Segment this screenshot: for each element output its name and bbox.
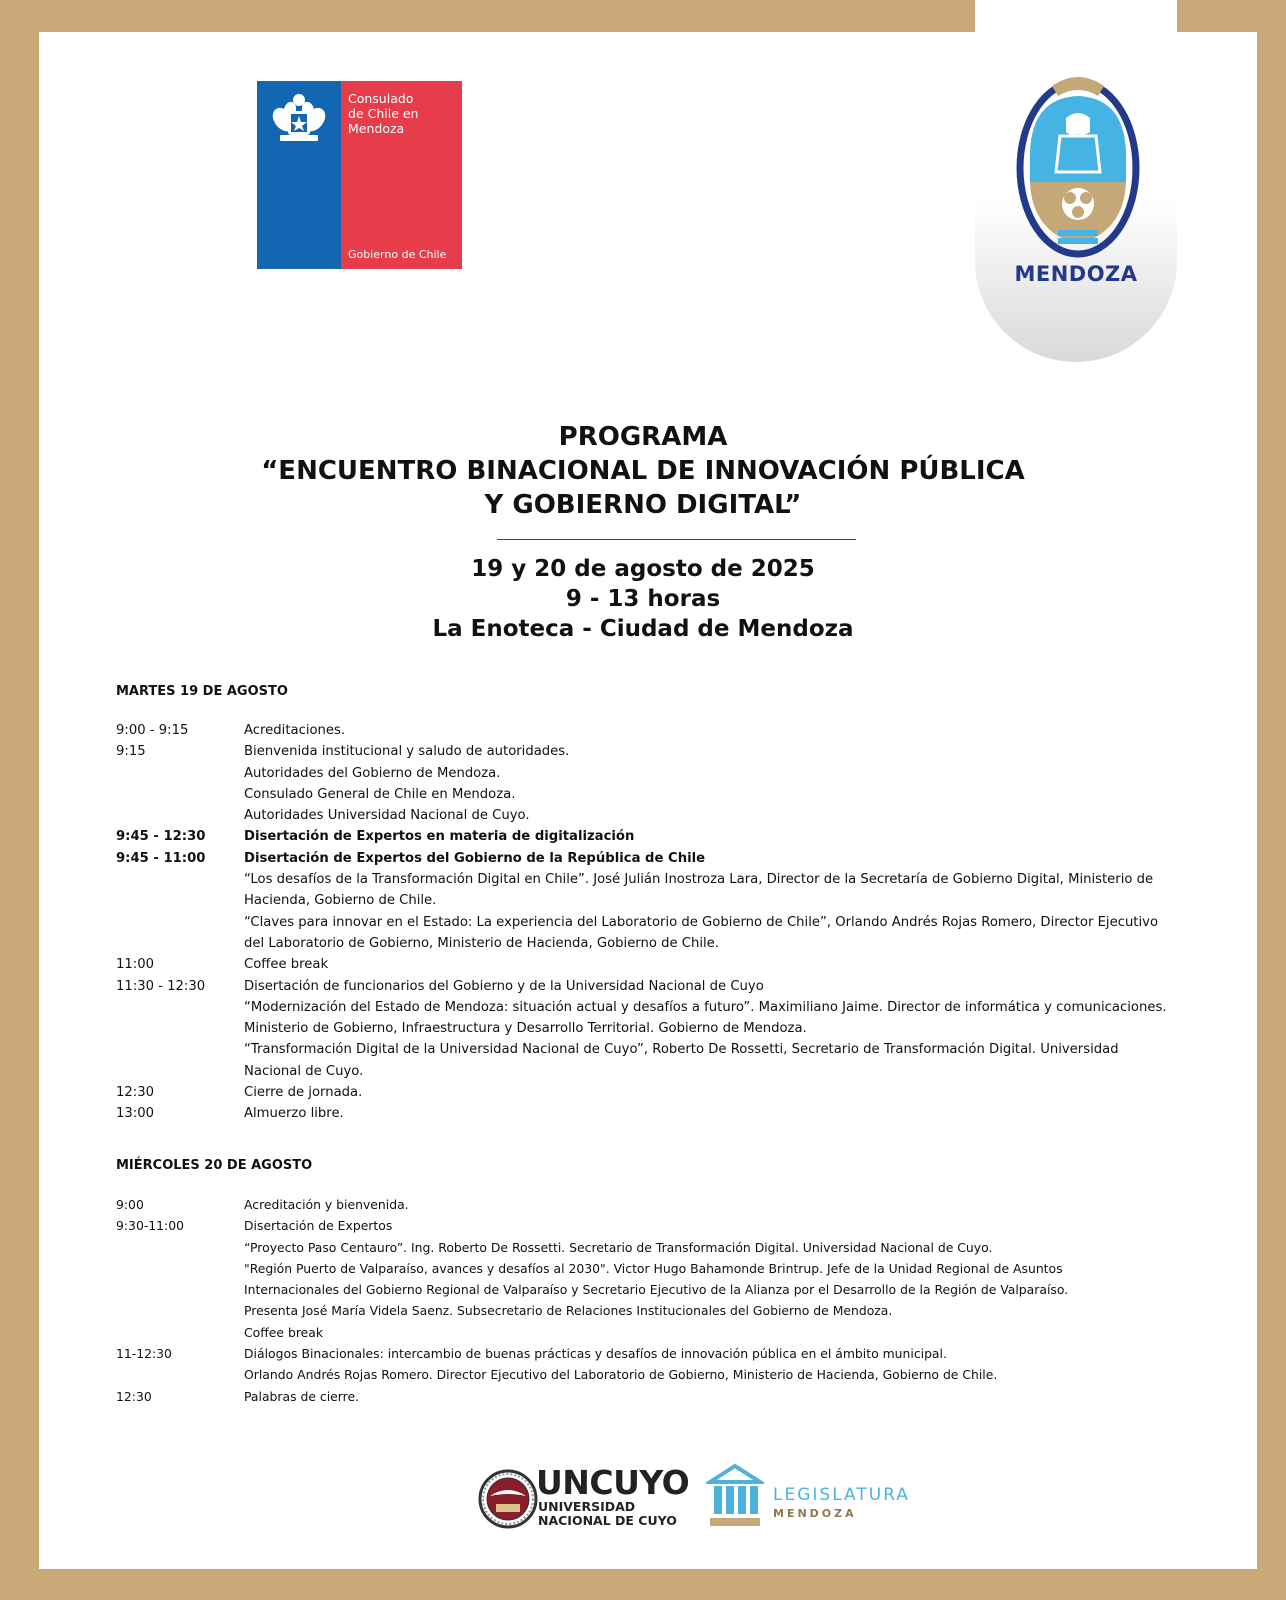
uncuyo-seal-icon — [478, 1468, 538, 1530]
chile-government-label: Gobierno de Chile — [348, 248, 447, 261]
event-info — [0, 554, 1286, 644]
agenda-row: 12:30 Cierre de jornada. — [116, 1085, 363, 1101]
agenda-row: 11:30 - 12:30 Disertación de funcionarios del Gobierno y de la Universidad Nacional de Cuyo “Modernización del Estado de Mendoza: situación actual y desafíos a futuro”. Maximiliano Jaime. Director de informática y comunicaciones. Ministerio de Gobierno, Infraestructura y Desarrollo Territorial. Gobierno de Mendoza. “Transformación Digital de la Universidad Nacional de Cuyo”, Roberto De Rossetti, Secretario de Transformación Digital. Universidad Nacional de Cuyo. — [116, 978, 1167, 1079]
day1-agenda — [116, 720, 1176, 1125]
day2-heading: MIÉRCOLES 20 DE AGOSTO — [116, 1158, 313, 1173]
mendoza-coat-of-arms-icon — [1012, 72, 1144, 258]
chile-consulate-name: Consulado de Chile en Mendoza — [348, 91, 419, 136]
chile-consulate-logo — [257, 81, 462, 269]
day2-agenda — [116, 1194, 1176, 1407]
title-divider — [497, 539, 856, 540]
agenda-row: 9:45 - 12:30 Disertación de Expertos en materia de digitalización — [116, 829, 635, 845]
event-venue: La Enoteca - Ciudad de Mendoza — [432, 616, 854, 642]
legislatura-building-icon — [706, 1462, 764, 1528]
agenda-row: 9:00 - 9:15 Acreditaciones. — [116, 723, 346, 738]
page-title: PROGRAMA “ENCUENTRO BINACIONAL DE INNOVACIÓN PÚBLICA Y GOBIERNO DIGITAL” — [261, 422, 1025, 520]
legislatura-logo-subtitle: MENDOZA — [773, 1507, 857, 1520]
chile-coat-of-arms-icon — [266, 91, 332, 147]
agenda-row: 11-12:30 Diálogos Binacionales: intercambio de buenas prácticas y desafíos de innovación pública en el ámbito municipal. Orlando Andrés Rojas Romero. Director Ejecutivo del Laboratorio de Gobierno, Ministerio de Hacienda, Gobierno de Chile. — [116, 1346, 998, 1383]
agenda-row: “Los desafíos de la Transformación Digital en Chile”. José Julián Inostroza Lara, Director de la Secretaría de Gobierno Digital, Ministerio de Hacienda, Gobierno de Chile. “Claves para innovar en el Estado: La experiencia del Laboratorio de Gobierno de Chile”, Orlando Andrés Rojas Romero, Director Ejecutivo del Laboratorio de Gobierno, Ministerio de Hacienda, Gobierno de Chile. — [244, 872, 1159, 951]
agenda-row: 11:00 Coffee break — [116, 957, 329, 973]
agenda-row: 12:30 Palabras de cierre. — [116, 1388, 360, 1404]
day1-heading: MARTES 19 DE AGOSTO — [116, 684, 288, 699]
agenda-row: 9:30-11:00 Disertación de Expertos “Proyecto Paso Centauro”. Ing. Roberto De Rossetti. Secretario de Transformación Digital. Universidad Nacional de Cuyo. "Región Puerto de Valparaíso, avances y desafíos al 2030". Victor Hugo Bahamonde Brintrup. Jefe de la Unidad Regional de Asuntos Internacionales del Gobierno Regional de Valparaíso y Secretario Ejecutivo de la Alianza por el Desarrollo de la Región de Valparaíso. Presenta José María Videla Saenz. Subsecretario de Relaciones Institucionales del Gobierno de Mendoza. Coffee break — [116, 1218, 1069, 1340]
agenda-row: 9:15 Bienvenida institucional y saludo de autoridades. Autoridades del Gobierno de Mendoza. Consulado General de Chile en Mendoza. Autoridades Universidad Nacional de Cuyo. — [116, 744, 570, 824]
event-hours: 9 - 13 horas — [565, 586, 721, 612]
agenda-row: 9:00 Acreditación y bienvenida. — [116, 1197, 409, 1212]
agenda-row: 13:00 Almuerzo libre. — [116, 1106, 344, 1122]
uncuyo-logo-subtitle: UNIVERSIDAD NACIONAL DE CUYO — [538, 1499, 677, 1528]
uncuyo-logo-name: UNCUYO — [536, 1463, 690, 1502]
agenda-row: 9:45 - 11:00 Disertación de Expertos del Gobierno de la República de Chile — [116, 850, 706, 866]
mendoza-logo-label: MENDOZA — [1014, 262, 1138, 286]
legislatura-logo-name: LEGISLATURA — [773, 1485, 910, 1505]
event-date: 19 y 20 de agosto de 2025 — [471, 556, 815, 582]
